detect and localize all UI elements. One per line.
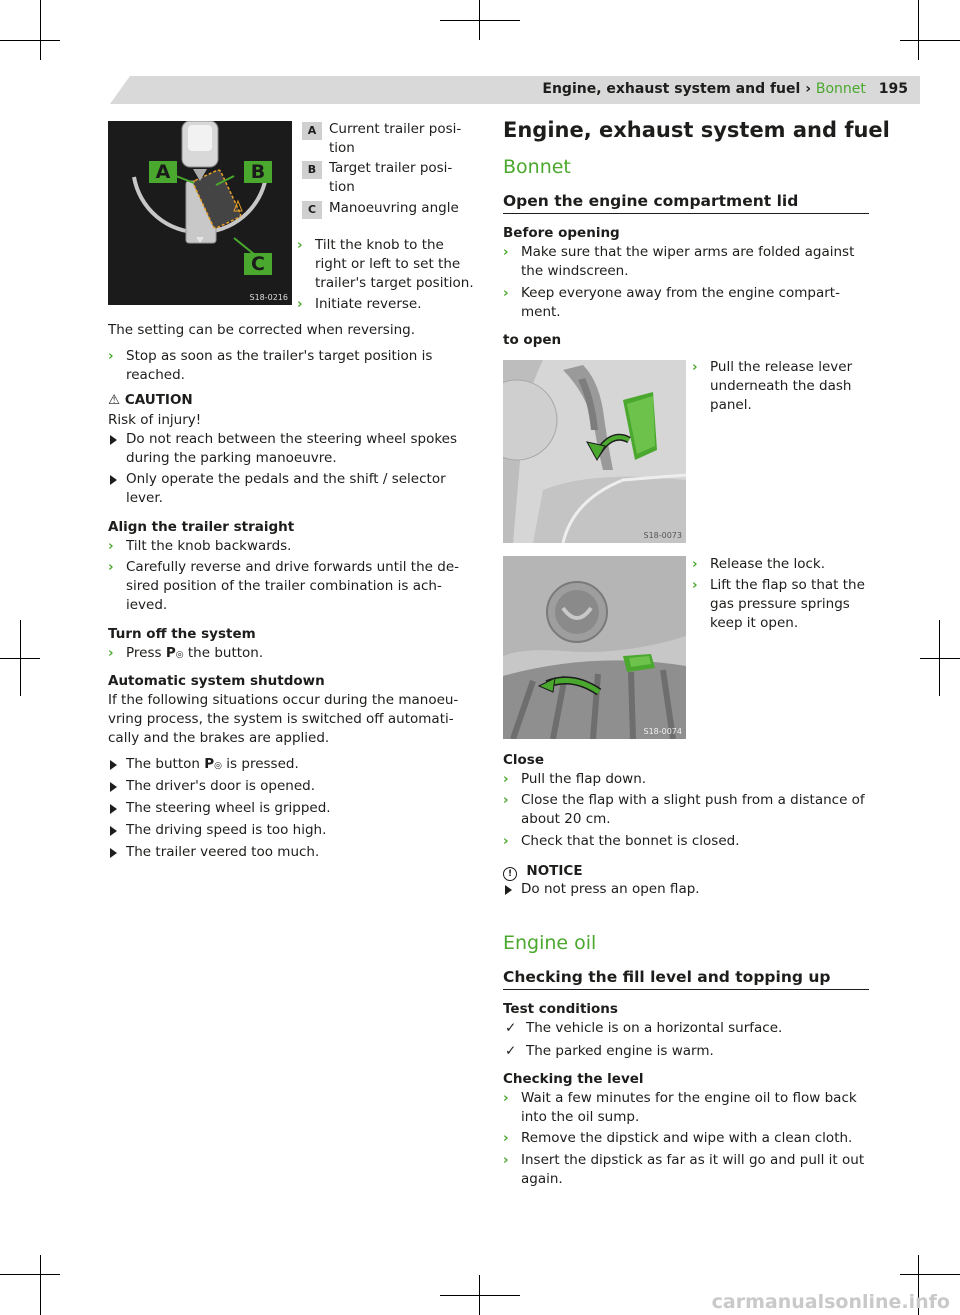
- auto-item: The trailer veered too much.: [108, 843, 478, 862]
- test-title: Test conditions: [503, 1001, 618, 1017]
- crop-mark: [918, 0, 919, 60]
- figure-code: S18-0073: [643, 531, 682, 540]
- auto-item: The steering wheel is gripped.: [108, 799, 478, 818]
- figure-code: S18-0216: [249, 293, 288, 302]
- bullet-triangle-icon: [110, 782, 117, 792]
- bullet-triangle-icon: [110, 760, 117, 770]
- caution-item: Do not reach between the steering wheel spokes during the parking manoeuvre.: [108, 430, 478, 468]
- crop-mark: [440, 20, 520, 21]
- before-title: Before opening: [503, 225, 620, 241]
- checking-item: › Wait a few minutes for the engine oil to flow back into the oil sump.: [503, 1090, 857, 1125]
- auto-title: Automatic system shutdown: [108, 673, 325, 689]
- page-header: [542, 81, 908, 97]
- watermark: carmanualsonline.info: [711, 1291, 950, 1313]
- bullet-triangle-icon: [110, 804, 117, 814]
- close-item: › Pull the flap down.: [503, 771, 647, 787]
- caution-title: ⚠ CAUTION: [108, 392, 193, 408]
- align-title: Align the trailer straight: [108, 519, 295, 535]
- heading-rule: [503, 989, 869, 990]
- figure-trailer-assist: [108, 121, 292, 305]
- park-assist-button-icon: P: [165, 645, 176, 661]
- figure-code: S18-0074: [643, 727, 682, 736]
- legend-text-a: Current trailer posi- tion: [329, 121, 462, 156]
- legend-text-c: Manoeuvring angle: [329, 200, 459, 216]
- bullet-triangle-icon: [110, 475, 117, 485]
- notice-item: Do not press an open flap.: [503, 880, 873, 899]
- before-item: › Make sure that the wiper arms are folded against the windscreen.: [503, 244, 855, 279]
- subsection-heading-check: Checking the fill level and topping up: [503, 968, 831, 986]
- chapter-heading: Engine, exhaust system and fuel: [503, 118, 890, 142]
- to-open-title: to open: [503, 332, 562, 348]
- align-item: › Carefully reverse and drive forwards until the de- sired position of the trailer combination is ach- ieved.: [108, 559, 460, 613]
- bullet-triangle-icon: [110, 848, 117, 858]
- crop-mark: [0, 40, 60, 41]
- crop-mark: [0, 1274, 60, 1275]
- section-heading-engine-oil: Engine oil: [503, 932, 597, 954]
- bullet-triangle-icon: [110, 435, 117, 445]
- figure-label-a: A: [155, 161, 171, 183]
- step-pull-release: › Pull the release lever underneath the dash panel.: [692, 359, 853, 413]
- bullet-triangle-icon: [505, 885, 512, 895]
- crop-mark: [40, 0, 41, 60]
- bullet-triangle-icon: [110, 826, 117, 836]
- before-item: › Keep everyone away from the engine compart- ment.: [503, 285, 840, 320]
- legend-key-a: A: [302, 122, 322, 140]
- heading-rule: [503, 213, 869, 214]
- header-separator: ›: [805, 81, 811, 97]
- test-item: ✓ The parked engine is warm.: [505, 1043, 714, 1059]
- close-item: › Check that the bonnet is closed.: [503, 833, 740, 849]
- figure-bonnet-lock: [503, 556, 686, 739]
- checking-item: › Remove the dipstick and wipe with a clean cloth.: [503, 1130, 853, 1146]
- subsection-heading-open: Open the engine compartment lid: [503, 192, 799, 210]
- align-item: › Tilt the knob backwards.: [108, 538, 292, 554]
- close-item: › Close the flap with a slight push from a distance of about 20 cm.: [503, 792, 865, 827]
- section-heading-bonnet: Bonnet: [503, 156, 571, 178]
- crop-mark: [0, 658, 40, 659]
- header-chapter: Engine, exhaust system and fuel: [542, 81, 801, 97]
- release-lever-illustration: [503, 360, 686, 543]
- notice-title: ! NOTICE: [503, 862, 583, 881]
- checkmark-icon: ✓: [505, 1020, 517, 1036]
- header-section: Bonnet: [815, 81, 866, 97]
- figure-release-lever: [503, 360, 686, 543]
- legend-text-b: Target trailer posi- tion: [329, 160, 453, 195]
- test-item: ✓ The vehicle is on a horizontal surface.: [505, 1020, 783, 1036]
- turnoff-item: › Press P◎ the button.: [108, 645, 264, 661]
- caution-item: Only operate the pedals and the shift / selector lever.: [108, 470, 478, 508]
- auto-paragraph: If the following situations occur during the manoeu- vring process, the system is switched off automati- cally and the brakes are applied.: [108, 692, 459, 746]
- auto-item: The button P◎ is pressed.: [108, 755, 478, 776]
- step-release-lock: › Release the lock.: [692, 556, 826, 572]
- park-assist-button-icon: P: [204, 756, 215, 772]
- close-title: Close: [503, 752, 545, 768]
- warning-icon: ⚠: [108, 392, 121, 408]
- crop-mark: [440, 1295, 520, 1296]
- checking-item: › Insert the dipstick as far as it will go and pull it out again.: [503, 1152, 865, 1187]
- step-initiate-reverse: › Initiate reverse.: [297, 296, 422, 312]
- auto-item: The driver's door is opened.: [108, 777, 478, 796]
- step-tilt-knob: › Tilt the knob to the right or left to set the trailer's target position.: [297, 237, 474, 291]
- page-number: 195: [878, 81, 908, 97]
- bonnet-lock-illustration: [503, 556, 686, 739]
- crop-mark: [920, 658, 960, 659]
- checkmark-icon: ✓: [505, 1043, 517, 1059]
- auto-item: The driving speed is too high.: [108, 821, 478, 840]
- step-lift-flap: › Lift the flap so that the gas pressure springs keep it open.: [692, 577, 865, 631]
- figure-label-c: C: [251, 253, 265, 275]
- crop-mark: [40, 1255, 41, 1315]
- turnoff-title: Turn off the system: [108, 626, 256, 642]
- step-stop: › Stop as soon as the trailer's target position is reached.: [108, 348, 433, 383]
- crop-mark: [900, 40, 960, 41]
- caution-subtitle: Risk of injury!: [108, 412, 202, 428]
- checking-title: Checking the level: [503, 1071, 644, 1087]
- legend-key-b: B: [302, 161, 322, 179]
- setting-note: The setting can be corrected when reversing.: [108, 322, 415, 338]
- figure-label-b: B: [250, 161, 266, 183]
- info-icon: !: [503, 867, 517, 881]
- trailer-assist-illustration: [108, 121, 292, 305]
- crop-mark: [900, 1274, 960, 1275]
- legend-key-c: C: [302, 201, 322, 219]
